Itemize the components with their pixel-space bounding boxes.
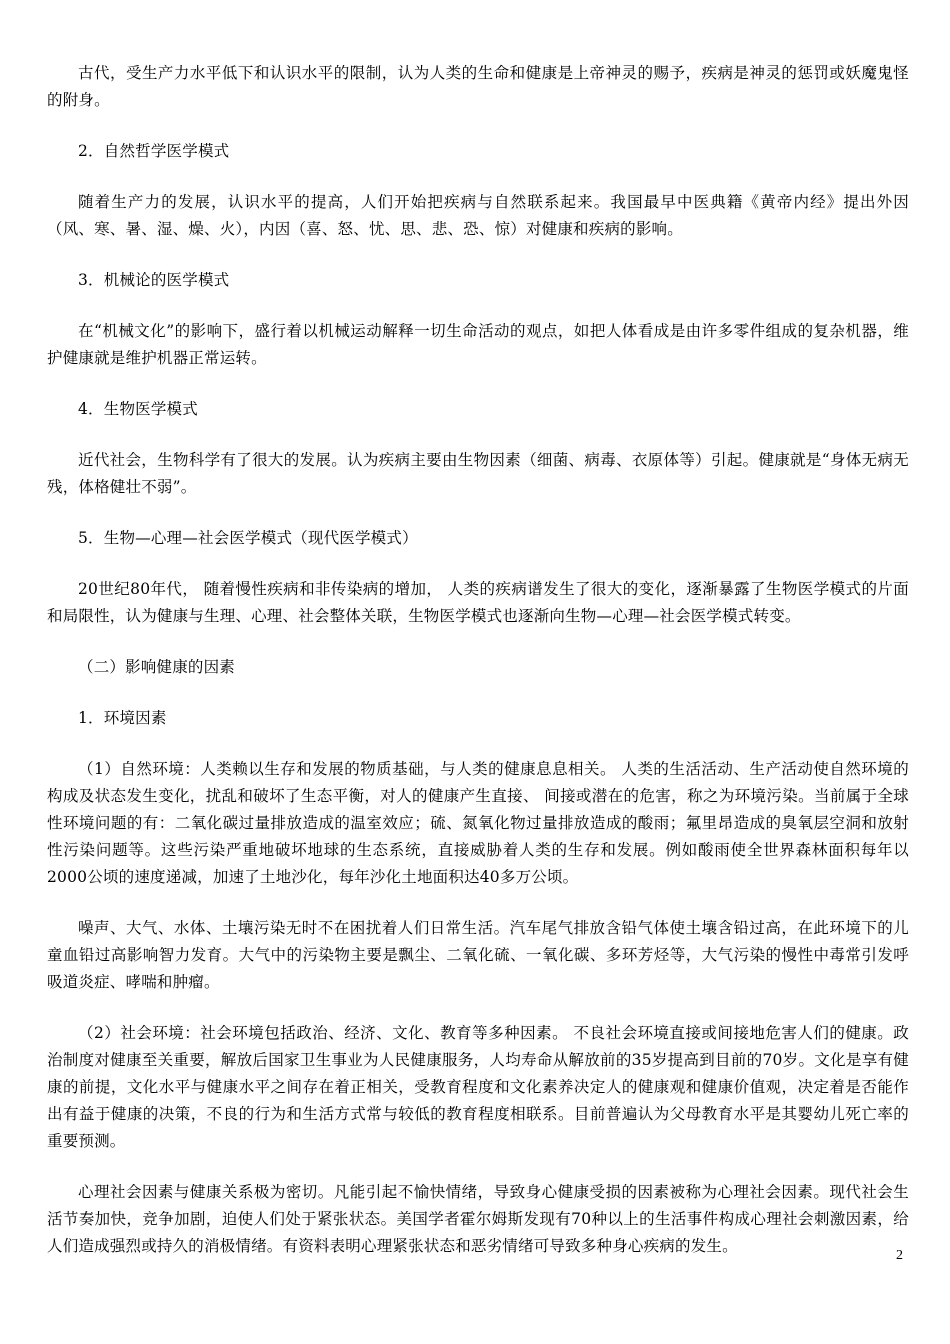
paragraph-natural-philosophy: 随着生产力的发展，认识水平的提高，人们开始把疾病与自然联系起来。我国最早中医典籍《黄帝内经》提出外因（风、寒、暑、湿、燥、火），内因（喜、怒、忧、思、悲、恐、惊）对健康和疾病的影响。 bbox=[47, 193, 909, 238]
paragraph-psychosocial-factors: 心理社会因素与健康关系极为密切。凡能引起不愉快情绪，导致身心健康受损的因素被称为心理社会因素。现代社会生活节奏加快，竞争加剧，迫使人们处于紧张状态。美国学者霍尔姆斯发现有70种以上的生活事件构成心理社会刺激因素，给人们造成强烈或持久的消极情绪。有资料表明心理紧张状态和恶劣情绪可导致多种身心疾病的发生。 bbox=[47, 1183, 909, 1255]
heading-health-factors: （二）影响健康的因素 bbox=[78, 658, 236, 676]
heading-mechanistic-model: 3．机械论的医学模式 bbox=[78, 271, 230, 289]
paragraph-biopsychosocial: 20世纪80年代， 随着慢性疾病和非传染病的增加， 人类的疾病谱发生了很大的变化，逐渐暴露了生物医学模式的片面和局限性，认为健康与生理、心理、社会整体关联，生物医学模式也逐渐向生物—心理—社会医学模式转变。 bbox=[47, 580, 909, 625]
paragraph-biomedical: 近代社会，生物科学有了很大的发展。认为疾病主要由生物因素（细菌、病毒、衣原体等）引起。健康就是“身体无病无残，体格健壮不弱”。 bbox=[47, 451, 909, 496]
paragraph-social-environment: （2）社会环境：社会环境包括政治、经济、文化、教育等多种因素。 不良社会环境直接或间接地危害人们的健康。政治制度对健康至关重要，解放后国家卫生事业为人民健康服务，人均寿命从解放前的35岁提高到目前的70岁。文化是享有健康的前提，文化水平与健康水平之间存在着正相关，受教育程度和文化素养决定人的健康观和健康价值观，决定着是否能作出有益于健康的决策，不良的行为和生活方式常与较低的教育程度相联系。目前普遍认为父母教育水平是其婴幼儿死亡率的重要预测。 bbox=[47, 1024, 909, 1150]
page-number: 2 bbox=[896, 1248, 903, 1263]
heading-biomedical-model: 4．生物医学模式 bbox=[78, 400, 198, 418]
heading-biopsychosocial-model: 5．生物—心理—社会医学模式（现代医学模式） bbox=[78, 529, 418, 547]
paragraph-mechanistic: 在“机械文化”的影响下，盛行着以机械运动解释一切生命活动的观点，如把人体看成是由许多零件组成的复杂机器，维护健康就是维护机器正常运转。 bbox=[47, 322, 909, 367]
heading-environment-factors: 1．环境因素 bbox=[78, 709, 167, 727]
paragraph-pollution: 噪声、大气、水体、土壤污染无时不在困扰着人们日常生活。汽车尾气排放含铅气体使土壤含铅过高，在此环境下的儿童血铅过高影响智力发育。大气中的污染物主要是飘尘、二氧化硫、一氧化碳、多环芳烃等，大气污染的慢性中毒常引发呼吸道炎症、哮喘和肿瘤。 bbox=[47, 919, 909, 991]
heading-natural-philosophy-model: 2．自然哲学医学模式 bbox=[78, 142, 230, 160]
paragraph-ancient-model: 古代，受生产力水平低下和认识水平的限制，认为人类的生命和健康是上帝神灵的赐予，疾病是神灵的惩罚或妖魔鬼怪的附身。 bbox=[47, 64, 909, 109]
page-body bbox=[47, 60, 909, 1284]
paragraph-natural-environment: （1）自然环境：人类赖以生存和发展的物质基础，与人类的健康息息相关。 人类的生活活动、生产活动使自然环境的构成及状态发生变化，扰乱和破坏了生态平衡，对人的健康产生直接、 间接或潜在的危害，称之为环境污染。当前属于全球性环境问题的有：二氧化碳过量排放造成的温室效应；硫、氮氧化物过量排放造成的酸雨；氟里昂造成的臭氧层空洞和放射性污染问题等。这些污染严重地破坏地球的生态系统，直接威胁着人类的生存和发展。例如酸雨使全世界森林面积每年以2000公顷的速度递减，加速了土地沙化，每年沙化土地面积达40多万公顷。 bbox=[47, 760, 909, 886]
